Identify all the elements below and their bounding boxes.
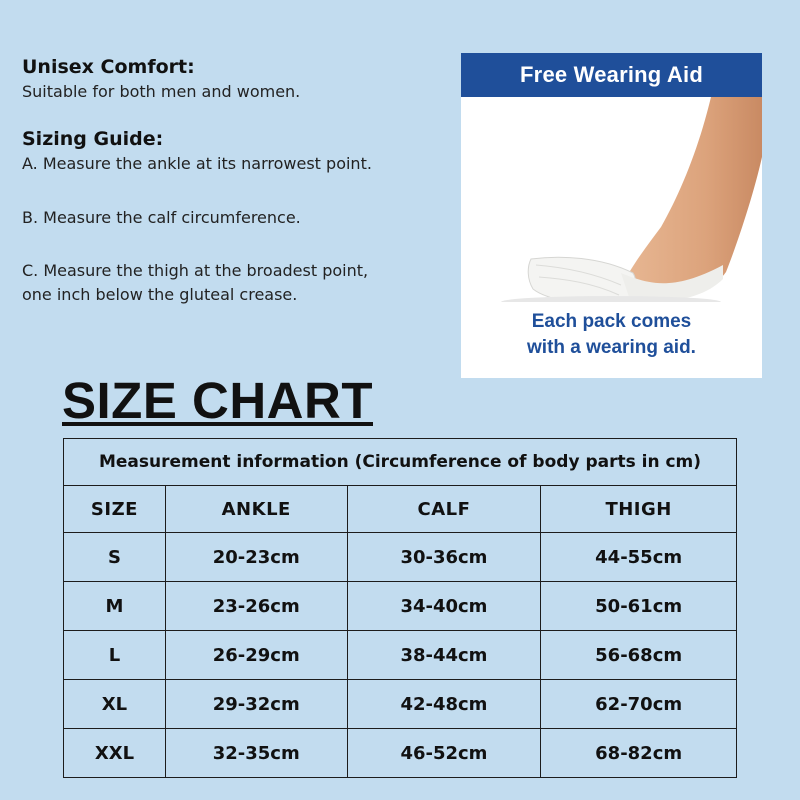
sizing-step-b: B. Measure the calf circumference. xyxy=(22,208,301,227)
size-chart-table xyxy=(63,438,737,778)
cell-thigh: 62-70cm xyxy=(541,680,737,729)
cell-ankle: 32-35cm xyxy=(165,729,347,778)
unisex-text: Suitable for both men and women. xyxy=(22,82,301,101)
table-row xyxy=(64,582,737,631)
sizing-heading: Sizing Guide: xyxy=(22,128,164,150)
promo-caption-line2: with a wearing aid. xyxy=(527,337,696,358)
cell-thigh: 50-61cm xyxy=(541,582,737,631)
cell-ankle: 29-32cm xyxy=(165,680,347,729)
cell-ankle: 23-26cm xyxy=(165,582,347,631)
header-size: SIZE xyxy=(64,486,166,533)
cell-thigh: 68-82cm xyxy=(541,729,737,778)
cell-ankle: 20-23cm xyxy=(165,533,347,582)
sizing-step-c-line1: C. Measure the thigh at the broadest point, xyxy=(22,261,369,280)
table-caption-row xyxy=(64,439,737,486)
cell-size: XL xyxy=(64,680,166,729)
header-thigh: THIGH xyxy=(541,486,737,533)
sizing-step-a: A. Measure the ankle at its narrowest point. xyxy=(22,154,372,173)
cell-calf: 42-48cm xyxy=(347,680,541,729)
cell-size: M xyxy=(64,582,166,631)
promo-caption-line1: Each pack comes xyxy=(531,311,692,332)
cell-calf: 30-36cm xyxy=(347,533,541,582)
cell-calf: 38-44cm xyxy=(347,631,541,680)
promo-banner: Free Wearing Aid xyxy=(461,53,762,97)
cell-size: S xyxy=(64,533,166,582)
cell-calf: 34-40cm xyxy=(347,582,541,631)
table-row xyxy=(64,680,737,729)
cell-ankle: 26-29cm xyxy=(165,631,347,680)
size-chart-title: SIZE CHART xyxy=(62,372,373,429)
cell-size: L xyxy=(64,631,166,680)
table-header-row xyxy=(64,486,737,533)
header-ankle: ANKLE xyxy=(165,486,347,533)
unisex-heading: Unisex Comfort: xyxy=(22,56,195,78)
cell-size: XXL xyxy=(64,729,166,778)
table-row xyxy=(64,729,737,778)
cell-thigh: 56-68cm xyxy=(541,631,737,680)
promo-caption xyxy=(461,309,762,361)
table-row xyxy=(64,533,737,582)
header-calf: CALF xyxy=(347,486,541,533)
info-section xyxy=(22,54,462,307)
table-row xyxy=(64,631,737,680)
cell-thigh: 44-55cm xyxy=(541,533,737,582)
foot-with-wearing-aid-illustration xyxy=(461,97,762,302)
table-caption: Measurement information (Circumference of body parts in cm) xyxy=(64,439,737,486)
wearing-aid-promo xyxy=(461,53,762,378)
cell-calf: 46-52cm xyxy=(347,729,541,778)
sizing-step-c-line2: one inch below the gluteal crease. xyxy=(22,285,298,304)
